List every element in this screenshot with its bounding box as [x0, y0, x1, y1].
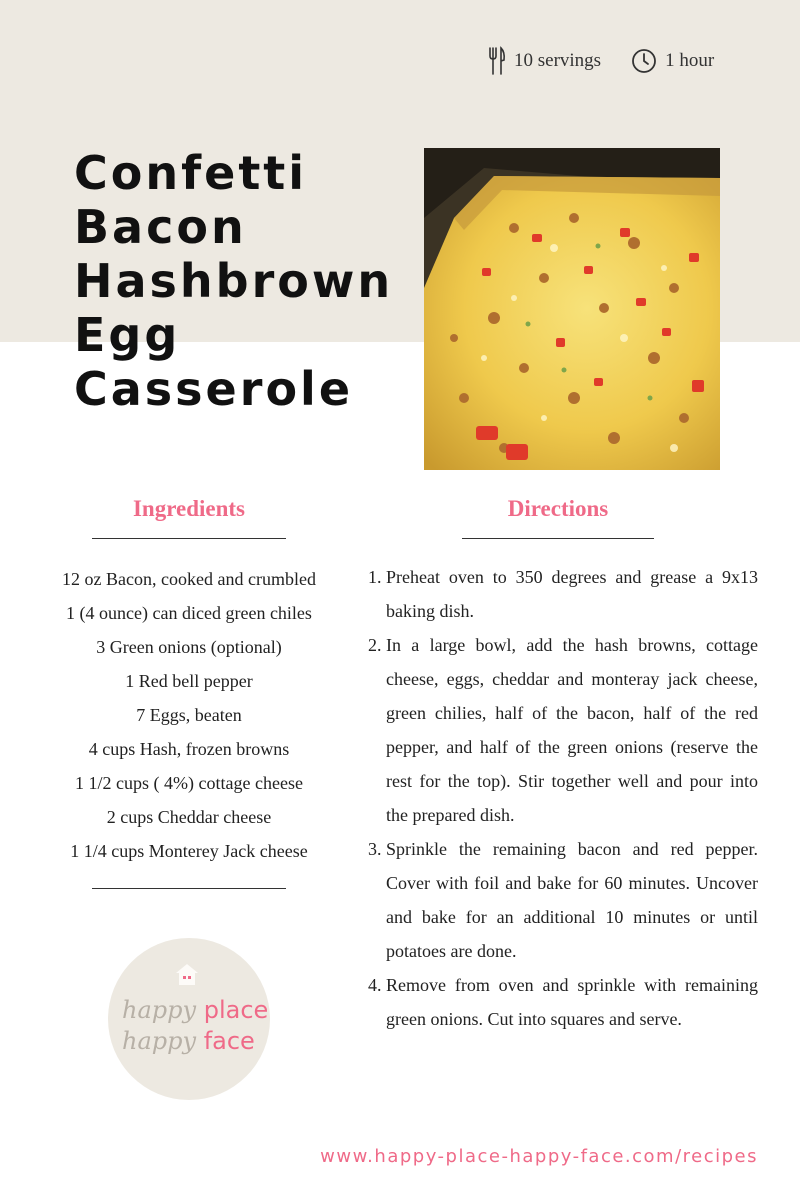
step-text: Remove from oven and sprinkle with remaining green onions. Cut into squares and serve.	[386, 975, 758, 1029]
list-item: 12 oz Bacon, cooked and crumbled	[62, 569, 316, 589]
list-item: 1 1/2 cups ( 4%) cottage cheese	[75, 773, 303, 793]
fork-knife-icon	[488, 46, 506, 76]
ingredients-bottom-divider	[92, 888, 286, 889]
direction-step	[368, 560, 758, 628]
directions-heading-divider	[462, 538, 654, 539]
title-line: Casserole	[74, 362, 354, 416]
list-item: 3 Green onions (optional)	[96, 637, 282, 657]
list-item: 1 1/4 cups Monterey Jack cheese	[70, 841, 308, 861]
title-line: Bacon	[74, 200, 247, 254]
step-number: 1.	[368, 567, 382, 587]
direction-step	[368, 628, 758, 832]
direction-step	[368, 968, 758, 1036]
recipe-title	[74, 146, 424, 416]
time-text: 1 hour	[665, 50, 715, 71]
direction-step	[368, 832, 758, 968]
servings-text: 10 servings	[514, 50, 602, 71]
directions-list	[368, 560, 758, 1036]
title-line: Egg	[74, 308, 181, 362]
ingredients-heading-divider	[92, 538, 286, 539]
logo-script-word: happy	[122, 996, 197, 1024]
list-item: 1 Red bell pepper	[125, 671, 253, 691]
step-number: 4.	[368, 975, 382, 995]
list-item: 7 Eggs, beaten	[136, 705, 242, 725]
step-text: Preheat oven to 350 degrees and grease a 9x13 baking dish.	[386, 567, 758, 621]
list-item: 2 cups Cheddar cheese	[106, 807, 272, 827]
list-item: 4 cups Hash, frozen browns	[88, 739, 290, 759]
clock-icon	[631, 48, 657, 74]
logo-line-1	[122, 996, 268, 1024]
logo-sans-word: place	[203, 996, 269, 1024]
step-number: 2.	[368, 635, 382, 655]
casserole-photo	[424, 148, 720, 470]
step-number: 3.	[368, 839, 382, 859]
ingredients-list	[40, 562, 338, 868]
footer-url: www.happy-place-happy-face.com/recipes	[320, 1146, 758, 1167]
time-info	[631, 48, 714, 74]
step-text: In a large bowl, add the hash browns, cottage cheese, eggs, cheddar and monteray jack cheese, green chilies, half of the bacon, half of the red pepper, and half of the green onions (reserve the rest for the top). Stir together well and pour into the prepared dish.	[386, 635, 758, 825]
title-line: Hashbrown	[74, 254, 394, 308]
logo-line-2	[122, 1027, 255, 1055]
list-item: 1 (4 ounce) can diced green chiles	[66, 603, 312, 623]
logo-sans-word: face	[203, 1027, 255, 1055]
house-icon	[174, 962, 200, 986]
servings-info	[488, 46, 601, 76]
step-text: Sprinkle the remaining bacon and red pepper. Cover with foil and bake for 60 minutes. Uncover and bake for an additional 10 minutes or until potatoes are done.	[386, 839, 758, 961]
directions-heading: Directions	[507, 496, 609, 521]
brand-logo	[108, 938, 270, 1100]
recipe-meta	[488, 46, 714, 76]
ingredients-heading: Ingredients	[132, 496, 246, 521]
title-line: Confetti	[74, 146, 308, 200]
logo-script-word: happy	[122, 1027, 197, 1055]
